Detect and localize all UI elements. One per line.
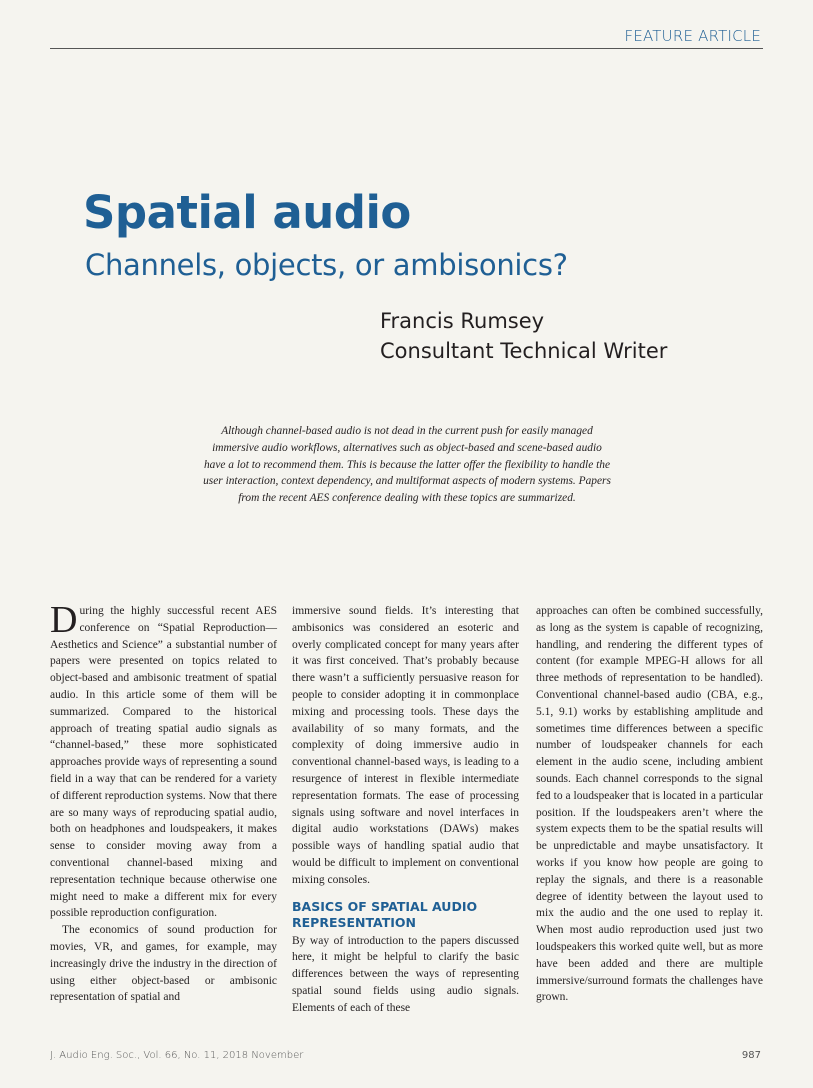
page-number: 987 <box>741 1050 761 1061</box>
paragraph: immersive sound fields. It’s interesting that ambisonics was considered an esoteric and overly complicated concept for many years after it was first conceived. That’s probably because there wasn’t a sufficiently persuasive reason for people to consider adopting it in commonplace mixing and processing tools. These days the availability of so many formats, and the complexity of doing immersive audio in conventional channel-based ways, is leading to a resurgence of interest in flexible intermediate representation formats. The ease of processing signals using software and novel interfaces in digital audio workstations (DAWs) makes possible ways of handling spatial audio that would be difficult to implement on conventional mixing consoles. <box>292 605 519 886</box>
paragraph: approaches can often be combined successfully, as long as the system is capable of recognizing, handling, and rendering the different types of content (for example MPEG-H allows for all three methods of representation to be handled). Conventional channel-based audio (CBA, e.g., 5.1, 9.1) works by establishing amplitude and sometimes time differences between a specific number of loudspeaker channels for each element in the audio scene, including ambient sounds. Each channel corresponds to the signal fed to a loudspeaker that is located in a particular position. If the loudspeakers aren’t where the system expects them to be the spatial results will be unpredictable and maybe unsatisfactory. It works if you know how people are going to replay the signals, and there is a reasonable degree of identity between the layout used to mix the audio and the one used to replay it. When most audio reproduction used just two loudspeakers this worked quite well, but as more have been added and there are multiple immersive/surround formats the challenges have grown. <box>536 605 763 1004</box>
abstract: Although channel-based audio is not dead in the current push for easily managed immersive audio workflows, alternatives such as object-based and scene-based audio have a lot to recommend them. This is because the latter offer the flexibility to handle the user interaction, context dependency, and multiformat aspects of modern systems. Papers from the recent AES conference dealing with these topics are summarized. <box>203 425 611 505</box>
author-block <box>380 306 667 366</box>
article-subtitle: Channels, objects, or ambisonics? <box>85 248 568 282</box>
paragraph: The economics of sound production for movies, VR, and games, for example, may increasingly drive the industry in the direction of using either object-based or ambisonic representation of spatial and <box>50 924 277 1004</box>
header-rule <box>50 48 763 49</box>
drop-cap: D <box>50 599 78 641</box>
body-column-2 <box>292 603 519 1017</box>
author-role: Consultant Technical Writer <box>380 339 668 363</box>
footer-citation: J. Audio Eng. Soc., Vol. 66, No. 11, 2018 November <box>50 1050 304 1061</box>
paragraph: By way of introduction to the papers discussed here, it might be helpful to clarify the basic differences between the ways of representing spatial sound fields using audio signals. Elements of each of these <box>292 934 519 1014</box>
author-name: Francis Rumsey <box>380 309 545 333</box>
paragraph <box>50 599 277 922</box>
section-label: FEATURE ARTICLE <box>624 27 761 45</box>
article-title: Spatial audio <box>83 186 411 239</box>
body-column-3 <box>536 603 763 1006</box>
section-heading: BASICS OF SPATIAL AUDIO REPRESENTATION <box>292 898 478 930</box>
paragraph-text: uring the highly successful recent AES conference on “Spatial Reproduction—Aesthetics and Science” a substantial number of papers were presented on topics related to object-based and ambisonic treatment of spatial audio. In this article some of them will be summarized. Compared to the historical approach of treating spatial audio signals as “channel-based,” these more sophisticated approaches provide ways of representing a sound field in a way that can be rendered for a variety of different reproduction systems. Now that there are so many ways of reproducing spatial audio, both on headphones and loudspeakers, it makes sense to consider moving away from a conventional channel-based mixing and representation technique because otherwise one might need to make a different mix for every possible reproduction configuration. <box>50 605 277 920</box>
body-column-1 <box>50 599 277 1006</box>
